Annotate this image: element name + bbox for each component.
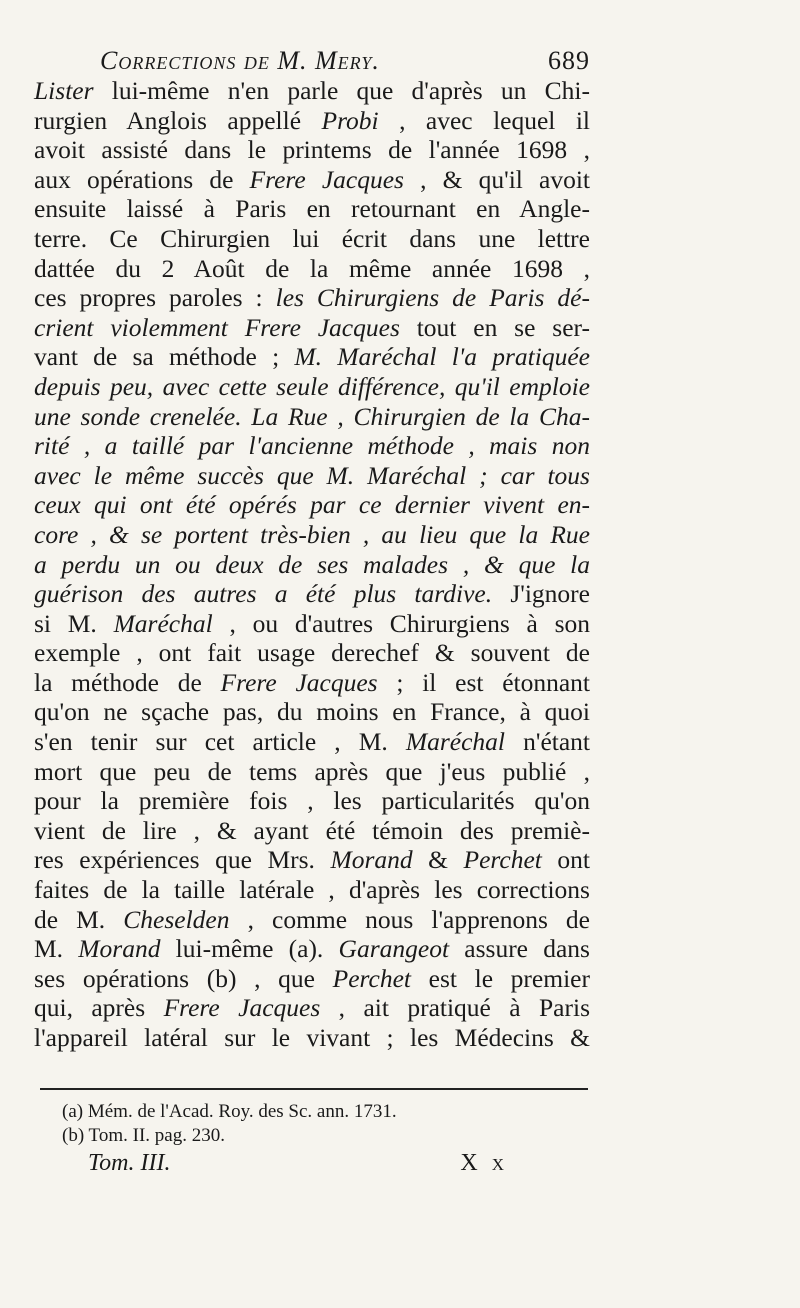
running-title: Corrections de M. Mery. [100,46,380,75]
text-segment: Probi [321,105,379,135]
footnote: (b) Tom. II. pag. 230. [62,1125,225,1146]
text-segment: Maréchal [405,727,506,757]
text-segment: Perchet [332,963,411,993]
footnotes [62,1100,582,1148]
text-segment: n'étant [505,727,590,757]
text-line [34,845,590,875]
text-segment: M. [34,934,79,964]
text-line [34,786,590,816]
text-segment: vant de sa méthode ; [34,342,295,372]
text-segment: qu'on ne sçache pas, du moins en France, à quoi [34,697,590,727]
text-line [34,165,590,195]
text-segment: ces propres paroles : [34,283,276,313]
text-segment: assure dans [449,934,590,964]
text-segment: ensuite laissé à Paris en retournant en Angle- [34,194,590,224]
text-segment: , comme nous l'apprenons de [229,904,590,934]
text-segment: dattée du 2 Août de la même année 1698 , [34,253,590,283]
text-segment: M. Maréchal l'a pratiquée [294,342,590,372]
text-line [34,638,590,668]
text-line [34,520,590,550]
text-segment: avec le même succès que M. Maréchal ; car tous [34,460,590,490]
text-segment: une sonde crenelée. La Rue , Chirurgien de la Cha- [34,401,590,431]
volume-label: Tom. III. [88,1150,171,1176]
text-segment: , ou d'autres Chirurgiens à son [212,608,590,638]
text-segment: lui-même (a). [160,934,339,964]
text-line [34,135,590,165]
page-footer [88,1150,508,1177]
text-segment: est le premier [410,963,590,993]
text-line [34,934,590,964]
text-segment: Morand [330,845,413,875]
text-segment: avoit assisté dans le printems de l'année 1698 , [34,135,590,165]
text-segment: Lister [34,76,94,105]
text-line [34,254,590,284]
text-segment: faites de la taille latérale , d'après les corrections [34,875,590,905]
text-line [34,461,590,491]
text-segment: Frere Jacques [220,667,378,697]
text-segment: ses opérations (b) , que [34,963,333,993]
body-text [34,76,590,1053]
text-segment: depuis peu, avec cette seule différence, qu'il emploie [34,371,590,401]
text-segment: Frere Jacques [163,993,321,1023]
text-segment: J'ignore [492,579,590,609]
text-segment: tout en se ser- [399,312,590,342]
text-segment: s'en tenir sur cet article , M. [34,727,406,757]
text-segment: qui, après [34,993,164,1023]
text-segment: de M. [34,904,124,934]
text-line [34,106,590,136]
text-line [34,313,590,343]
text-segment: ; il est étonnant [377,667,591,697]
text-segment: rité , a taillé par l'ancienne méthode , mais non [34,431,590,461]
text-line [34,905,590,935]
text-segment: l'appareil latéral sur le vivant ; les Médecins & [34,1023,590,1052]
text-segment: Morand [78,934,161,964]
text-segment: aux opérations de [34,164,250,194]
text-segment: terre. Ce Chirurgien lui écrit dans une lettre [34,223,590,253]
text-segment: , ait pratiqué à Paris [320,993,590,1023]
text-segment: res expériences que Mrs. [34,845,331,875]
text-segment: a perdu un ou deux de ses malades , & que la [34,549,590,579]
text-line [34,431,590,461]
text-segment: guérison des autres a été plus tardive. [34,579,493,609]
text-line [34,224,590,254]
text-segment: core , & se portent très-bien , au lieu que la Rue [34,519,590,549]
text-line [34,194,590,224]
text-segment: pour la première fois , les particularités qu'on [34,786,590,816]
text-line [34,697,590,727]
text-segment: Maréchal [113,608,213,638]
text-segment: , & qu'il avoit [403,164,590,194]
page-header [100,46,590,76]
text-line [34,342,590,372]
text-line [34,964,590,994]
footnote: (a) Mém. de l'Acad. Roy. des Sc. ann. 1731. [62,1101,397,1122]
text-segment: Perchet [463,845,542,875]
text-segment: les Chirurgiens de Paris dé- [275,283,590,313]
text-line [34,76,590,106]
text-line [34,993,590,1023]
text-segment: si M. [34,608,114,638]
text-segment: exemple , ont fait usage derechef & souvent de [34,638,590,668]
text-line [34,372,590,402]
text-line [34,1023,590,1053]
text-line [34,490,590,520]
text-segment: vient de lire , & ayant été témoin des premiè- [34,815,590,845]
text-segment: la méthode de [34,667,221,697]
text-line [34,668,590,698]
text-line [34,875,590,905]
text-segment: , avec lequel il [378,105,590,135]
text-line [34,757,590,787]
text-line [34,579,590,609]
text-line [34,550,590,580]
page-number: 689 [548,46,590,75]
text-line [34,609,590,639]
text-segment: Frere Jacques [249,164,404,194]
text-line [34,816,590,846]
text-line [34,402,590,432]
text-line [34,283,590,313]
text-segment: crient violemment Frere Jacques [34,312,400,342]
text-segment: & [412,845,464,875]
text-segment: ont [541,845,590,875]
signature-mark: X x [460,1150,508,1176]
footnote-rule [40,1088,588,1090]
text-segment: rurgien Anglois appellé [34,105,322,135]
text-segment: Cheselden [123,904,230,934]
text-segment: Garangeot [338,934,450,964]
text-segment: lui-même n'en parle que d'après un Chi- [93,76,590,105]
text-line [34,727,590,757]
text-segment: mort que peu de tems après que j'eus publié , [34,756,590,786]
text-segment: ceux qui ont été opérés par ce dernier vivent en- [34,490,590,520]
